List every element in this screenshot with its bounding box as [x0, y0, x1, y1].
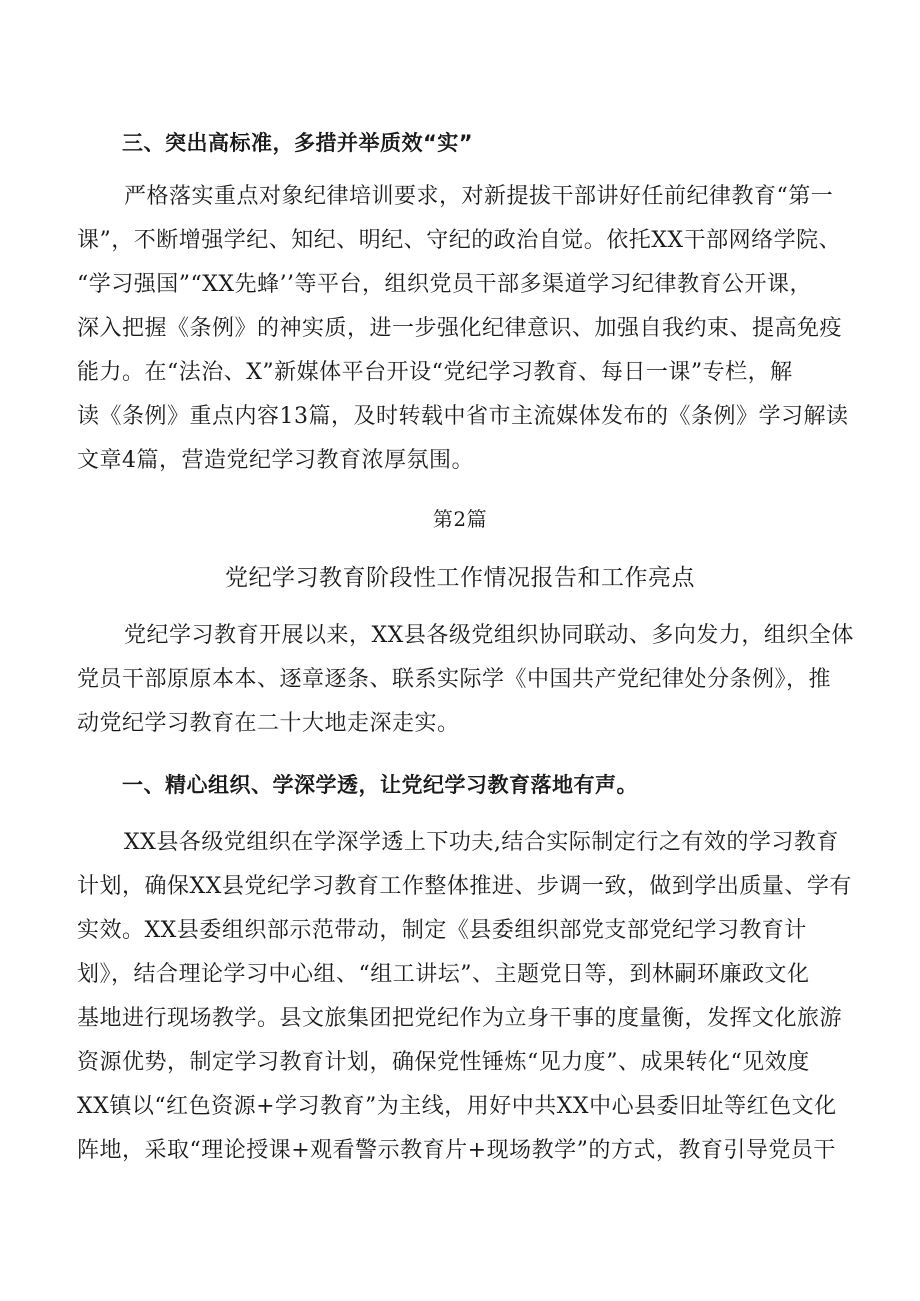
paragraph-line: “学习强国”“XX先蜂’’等平台，组织党员干部多渠道学习纪律教育公开课，	[77, 272, 813, 297]
paragraph-line: 实效。XX县委组织部示范带动，制定《县委组织部党支部党纪学习教育计	[77, 918, 807, 943]
paragraph-line: 基地进行现场教学。县文旅集团把党纪作为立身干事的度量衡，发挥文化旅游	[77, 1006, 843, 1031]
section-heading-1: 一、精心组织、学深学透，让党纪学习教育落地有声。	[122, 773, 638, 797]
paragraph-line: 严格落实重点对象纪律培训要求，对新提拔干部讲好任前纪律教育“第一	[124, 184, 834, 209]
paragraph-line: 深入把握《条例》的神实质，进一步强化纪律意识、加强自我约束、提高免疫	[77, 316, 843, 341]
paragraph-line: 阵地，采取“理论授课+观看警示教育片+现场教学”的方式，教育引导党员干	[77, 1138, 836, 1163]
paragraph-line: 文章4篇，营造党纪学习教育浓厚氛围。	[77, 448, 474, 473]
paragraph-line: 读《条例》重点内容13篇，及时转载中省市主流媒体发布的《条例》学习解读	[77, 404, 849, 429]
paragraph-line: 资源优势，制定学习教育计划，确保党性锤炼“见力度”、成果转化“见效度	[77, 1050, 810, 1075]
paragraph-line: 课”，不断增强学纪、知纪、明纪、守纪的政治自觉。依托XX干部网络学院、	[77, 228, 842, 253]
paragraph-line: XX县各级党组织在学深学透上下功夫,结合实际制定行之有效的学习教育	[124, 830, 839, 855]
paragraph-line: XX镇以“红色资源+学习教育”为主线，用好中共XX中心县委旧址等红色文化	[77, 1094, 837, 1119]
paragraph-line: 党纪学习教育开展以来，XX县各级党组织协同联动、多向发力，组织全体	[124, 623, 854, 648]
chapter-label: 第2篇	[432, 507, 488, 531]
section-heading-3: 三、突出高标准，多措并举质效“实”	[122, 131, 474, 155]
paragraph-line: 能力。在“法治、X”新媒体平台开设“党纪学习教育、每日一课”专栏，解	[77, 360, 793, 385]
paragraph-line: 动党纪学习教育在二十大地走深走实。	[77, 711, 460, 736]
paragraph-line: 计划，确保XX县党纪学习教育工作整体推进、步调一致，做到学出质量、学有	[77, 874, 852, 899]
paragraph-line: 划》，结合理论学习中心组、“组工讲坛”、主题党日等，到林嗣环廉政文化	[77, 962, 810, 987]
chapter-title: 党纪学习教育阶段性工作情况报告和工作亮点	[225, 565, 695, 591]
paragraph-line: 党员干部原原本本、逐章逐条、联系实际学《中国共产党纪律处分条例》，推	[77, 667, 832, 692]
